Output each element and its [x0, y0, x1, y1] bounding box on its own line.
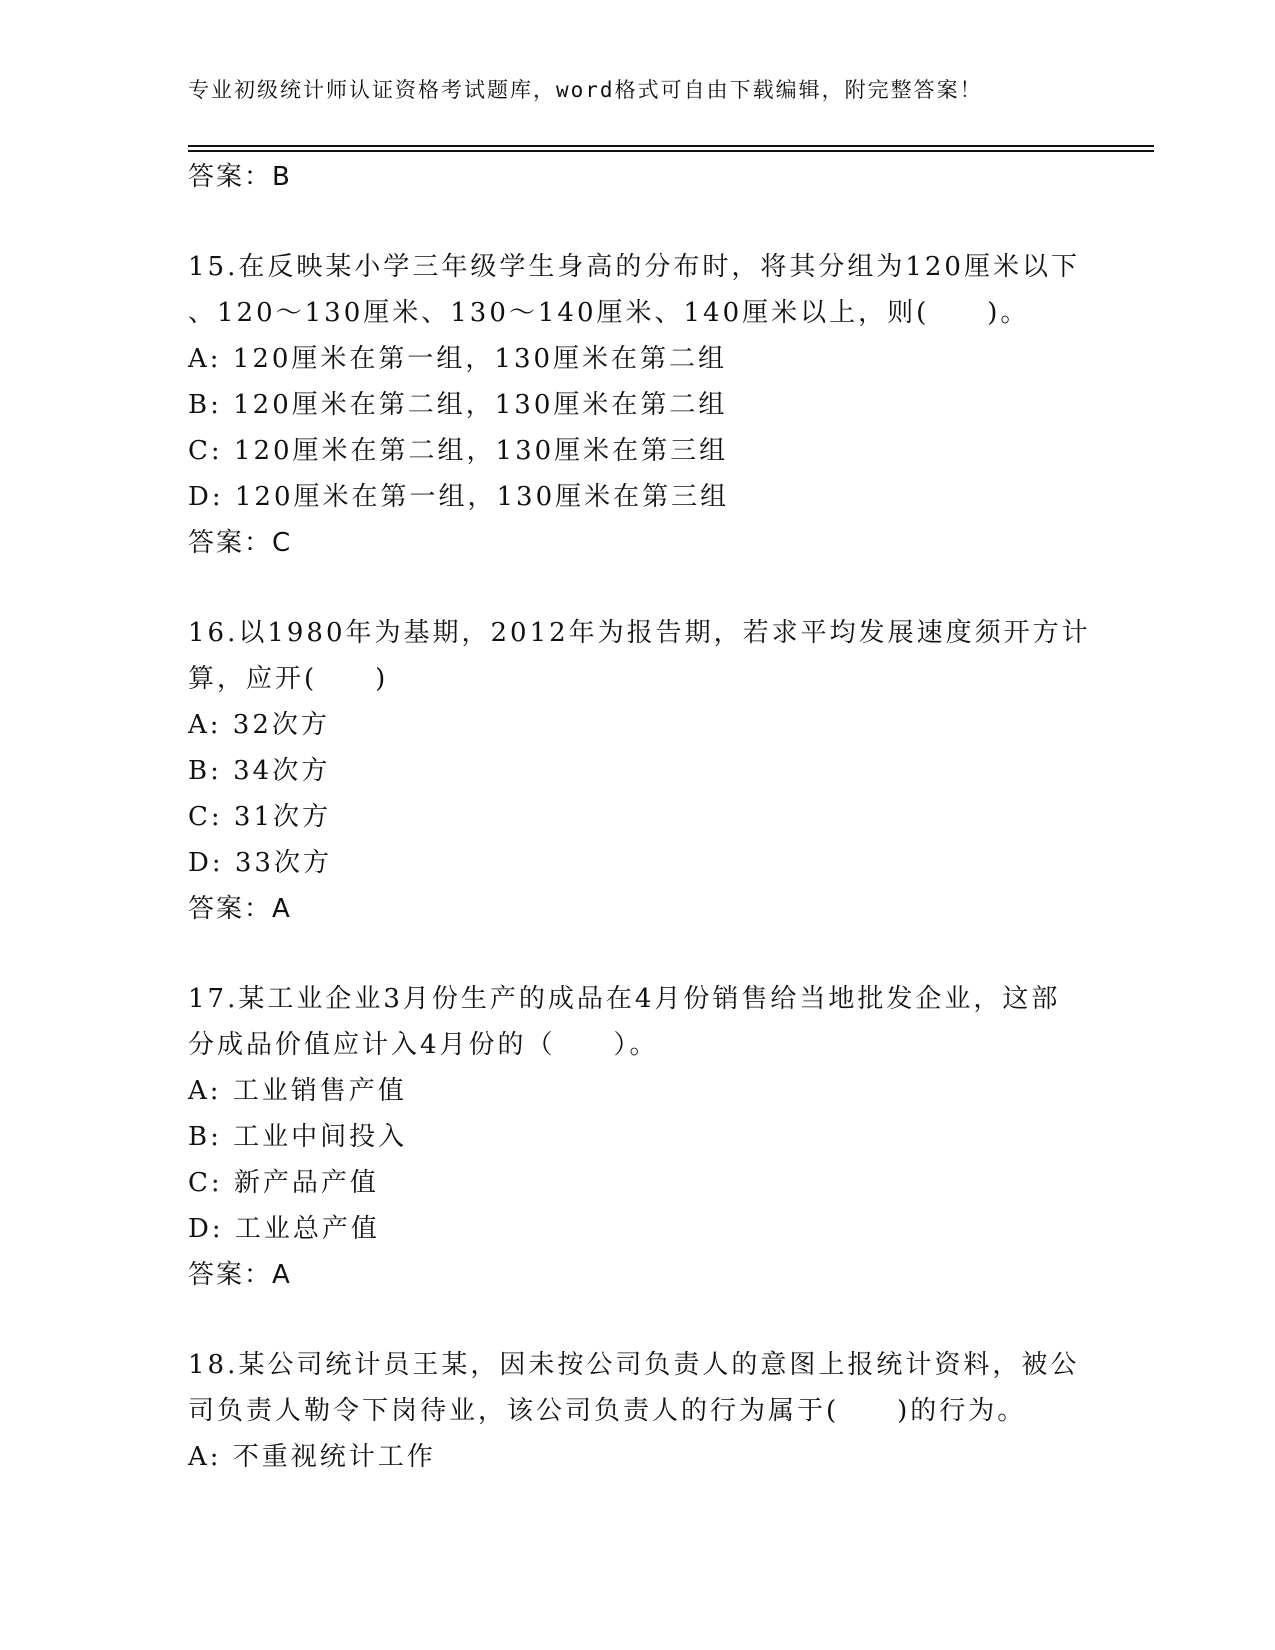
previous-answer: 答案：B — [188, 162, 292, 192]
option-a: A: 不重视统计工作 — [188, 1442, 436, 1472]
question-list — [188, 154, 1091, 1480]
answer-label: 答案：A — [188, 1260, 292, 1290]
spacer — [188, 200, 1088, 244]
question-stem-line: 18.某公司统计员王某，因未按公司负责人的意图上报统计资料，被公 — [188, 1350, 1080, 1380]
option-b: B: 工业中间投入 — [188, 1122, 408, 1152]
question-17 — [188, 976, 1088, 1298]
option-a: A: 32次方 — [188, 710, 330, 740]
option-b: B: 34次方 — [188, 756, 331, 786]
question-stem-line: 15.在反映某小学三年级学生身高的分布时，将其分组为120厘米以下 — [188, 252, 1080, 282]
option-c: C: 120厘米在第二组，130厘米在第三组 — [188, 436, 729, 466]
answer-label: 答案：C — [188, 528, 293, 558]
option-c: C: 31次方 — [188, 802, 332, 832]
option-a: A: 工业销售产值 — [188, 1076, 407, 1106]
question-stem-line: 、120～130厘米、130～140厘米、140厘米以上，则( )。 — [188, 298, 1030, 328]
question-16 — [188, 610, 1091, 932]
spacer — [188, 932, 1088, 976]
page-header: 专业初级统计师认证资格考试题库，word格式可自由下载编辑，附完整答案！ — [188, 78, 983, 102]
option-b: B: 120厘米在第二组，130厘米在第二组 — [188, 390, 728, 420]
option-d: D: 120厘米在第一组，130厘米在第三组 — [188, 482, 730, 512]
header-divider-secondary — [188, 150, 1154, 152]
question-stem-line: 分成品价值应计入4月份的（ ）。 — [188, 1030, 659, 1060]
question-stem-line: 16.以1980年为基期，2012年为报告期，若求平均发展速度须开方计 — [188, 618, 1091, 648]
question-stem-line: 17.某工业企业3月份生产的成品在4月份销售给当地批发企业，这部 — [188, 984, 1061, 1014]
question-15 — [188, 244, 1088, 566]
question-stem-line: 算，应开( ) — [188, 664, 389, 694]
question-18 — [188, 1342, 1088, 1480]
answer-label: 答案：A — [188, 894, 292, 924]
option-a: A: 120厘米在第一组，130厘米在第二组 — [188, 344, 728, 374]
option-c: C: 新产品产值 — [188, 1168, 379, 1198]
question-stem-line: 司负责人勒令下岗待业，该公司负责人的行为属于( )的行为。 — [188, 1396, 1027, 1426]
option-d: D: 工业总产值 — [188, 1214, 380, 1244]
header-divider — [188, 145, 1154, 147]
option-d: D: 33次方 — [188, 848, 332, 878]
spacer — [188, 1298, 1088, 1342]
spacer — [188, 566, 1088, 610]
